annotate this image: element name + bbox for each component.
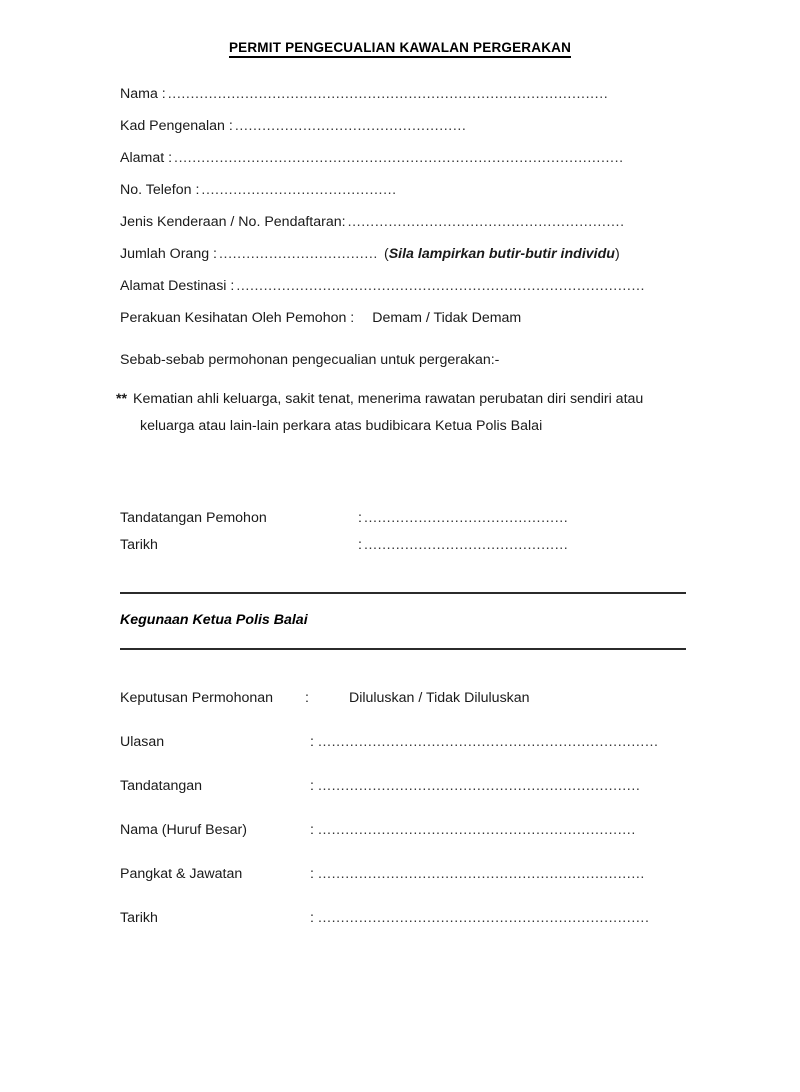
signature-dots-tarikh[interactable]: .............................................: [363, 537, 569, 553]
field-label-perakuan-kesihatan: Perakuan Kesihatan Oleh Pemohon :: [120, 310, 355, 326]
field-dots-kad-pengenalan[interactable]: ...................................................: [234, 118, 467, 134]
police-label-pangkat-jawatan: Pangkat & Jawatan: [120, 866, 243, 882]
field-label-jenis-kenderaan: Jenis Kenderaan / No. Pendaftaran:: [120, 214, 346, 230]
police-row-keputusan-permohonan: [120, 690, 720, 734]
section-divider-bottom: [120, 648, 686, 650]
field-dots-alamat[interactable]: ...................................................................................................: [174, 150, 624, 166]
signature-label-tarikh: Tarikh: [120, 537, 158, 553]
police-label-tandatangan: Tandatangan: [120, 778, 203, 794]
police-dots-ulasan[interactable]: ...........................................................................: [317, 734, 659, 750]
field-row-kad-pengenalan: [120, 118, 740, 150]
police-dots-nama-huruf-besar[interactable]: ......................................................................: [317, 822, 636, 838]
field-row-perakuan-kesihatan: [120, 310, 740, 342]
field-dots-jumlah-orang[interactable]: ...................................: [219, 246, 378, 262]
applicant-fields: [120, 86, 740, 342]
page-title: [0, 40, 800, 58]
section-divider-top: [120, 592, 686, 594]
police-row-nama-huruf-besar: [120, 822, 720, 866]
signature-colon-tandatangan-pemohon: :: [358, 510, 362, 526]
field-row-jumlah-orang: [120, 246, 740, 278]
field-label-no-telefon: No. Telefon :: [120, 182, 200, 198]
signature-dots-tandatangan-pemohon[interactable]: .............................................: [363, 510, 569, 526]
note-paren-close: ): [614, 246, 620, 262]
applicant-signature-block: [120, 510, 720, 564]
police-colon-ulasan: :: [310, 734, 314, 750]
police-row-pangkat-jawatan: [120, 866, 720, 910]
section-heading-kegunaan-ketua-polis-balai: Kegunaan Ketua Polis Balai: [120, 612, 308, 628]
police-label-nama-huruf-besar: Nama (Huruf Besar): [120, 822, 247, 838]
police-use-block: [120, 690, 720, 954]
field-dots-nama[interactable]: .................................................................................................: [167, 86, 609, 102]
reasons-statement: Sebab-sebab permohonan pengecualian untuk pergerakan:-: [120, 352, 500, 368]
reasons-note: [116, 386, 738, 440]
police-row-ulasan: [120, 734, 720, 778]
police-label-keputusan-permohonan: Keputusan Permohonan: [120, 690, 274, 706]
signature-label-tandatangan-pemohon: Tandatangan Pemohon: [120, 510, 267, 526]
signature-row-tarikh: [120, 537, 720, 564]
field-label-alamat-destinasi: Alamat Destinasi :: [120, 278, 235, 294]
field-row-alamat-destinasi: [120, 278, 740, 310]
field-row-alamat: [120, 150, 740, 182]
police-colon-keputusan-permohonan: :: [305, 690, 309, 706]
police-dots-pangkat-jawatan[interactable]: ........................................................................: [317, 866, 645, 882]
field-row-jenis-kenderaan: [120, 214, 740, 246]
police-colon-pangkat-jawatan: :: [310, 866, 314, 882]
double-asterisk-marker: **: [116, 391, 128, 407]
field-note-jumlah-orang: [384, 246, 620, 262]
note-emphasis: Sila lampirkan butir-butir individu: [388, 246, 615, 262]
police-colon-nama-huruf-besar: :: [310, 822, 314, 838]
field-dots-alamat-destinasi[interactable]: ..........................................................................................: [236, 278, 646, 294]
field-value-demam-option[interactable]: Demam / Tidak Demam: [372, 310, 522, 326]
police-dots-tandatangan[interactable]: .......................................................................: [317, 778, 641, 794]
page-title-text: PERMIT PENGECUALIAN KAWALAN PERGERAKAN: [229, 40, 571, 58]
note-paren-open: (: [383, 246, 389, 262]
police-colon-tarikh: :: [310, 910, 314, 926]
reasons-note-line-2: keluarga atau lain-lain perkara atas budibicara Ketua Polis Balai: [140, 418, 543, 434]
field-label-kad-pengenalan: Kad Pengenalan :: [120, 118, 233, 134]
police-dots-tarikh[interactable]: .........................................................................: [317, 910, 650, 926]
police-label-ulasan: Ulasan: [120, 734, 165, 750]
police-value-diluluskan-option[interactable]: Diluluskan / Tidak Diluluskan: [348, 690, 530, 706]
police-colon-tandatangan: :: [310, 778, 314, 794]
police-row-tarikh: [120, 910, 720, 954]
field-label-jumlah-orang: Jumlah Orang :: [120, 246, 217, 262]
field-dots-jenis-kenderaan[interactable]: .............................................................: [347, 214, 625, 230]
reasons-note-line-1: Kematian ahli keluarga, sakit tenat, menerima rawatan perubatan diri sendiri atau: [133, 391, 644, 407]
signature-colon-tarikh: :: [358, 537, 362, 553]
field-label-alamat: Alamat :: [120, 150, 173, 166]
police-label-tarikh: Tarikh: [120, 910, 158, 926]
field-dots-no-telefon[interactable]: ...........................................: [201, 182, 397, 198]
field-row-nama: [120, 86, 740, 118]
signature-row-tandatangan-pemohon: [120, 510, 720, 537]
field-label-nama: Nama :: [120, 86, 166, 102]
field-row-no-telefon: [120, 182, 740, 214]
police-row-tandatangan: [120, 778, 720, 822]
